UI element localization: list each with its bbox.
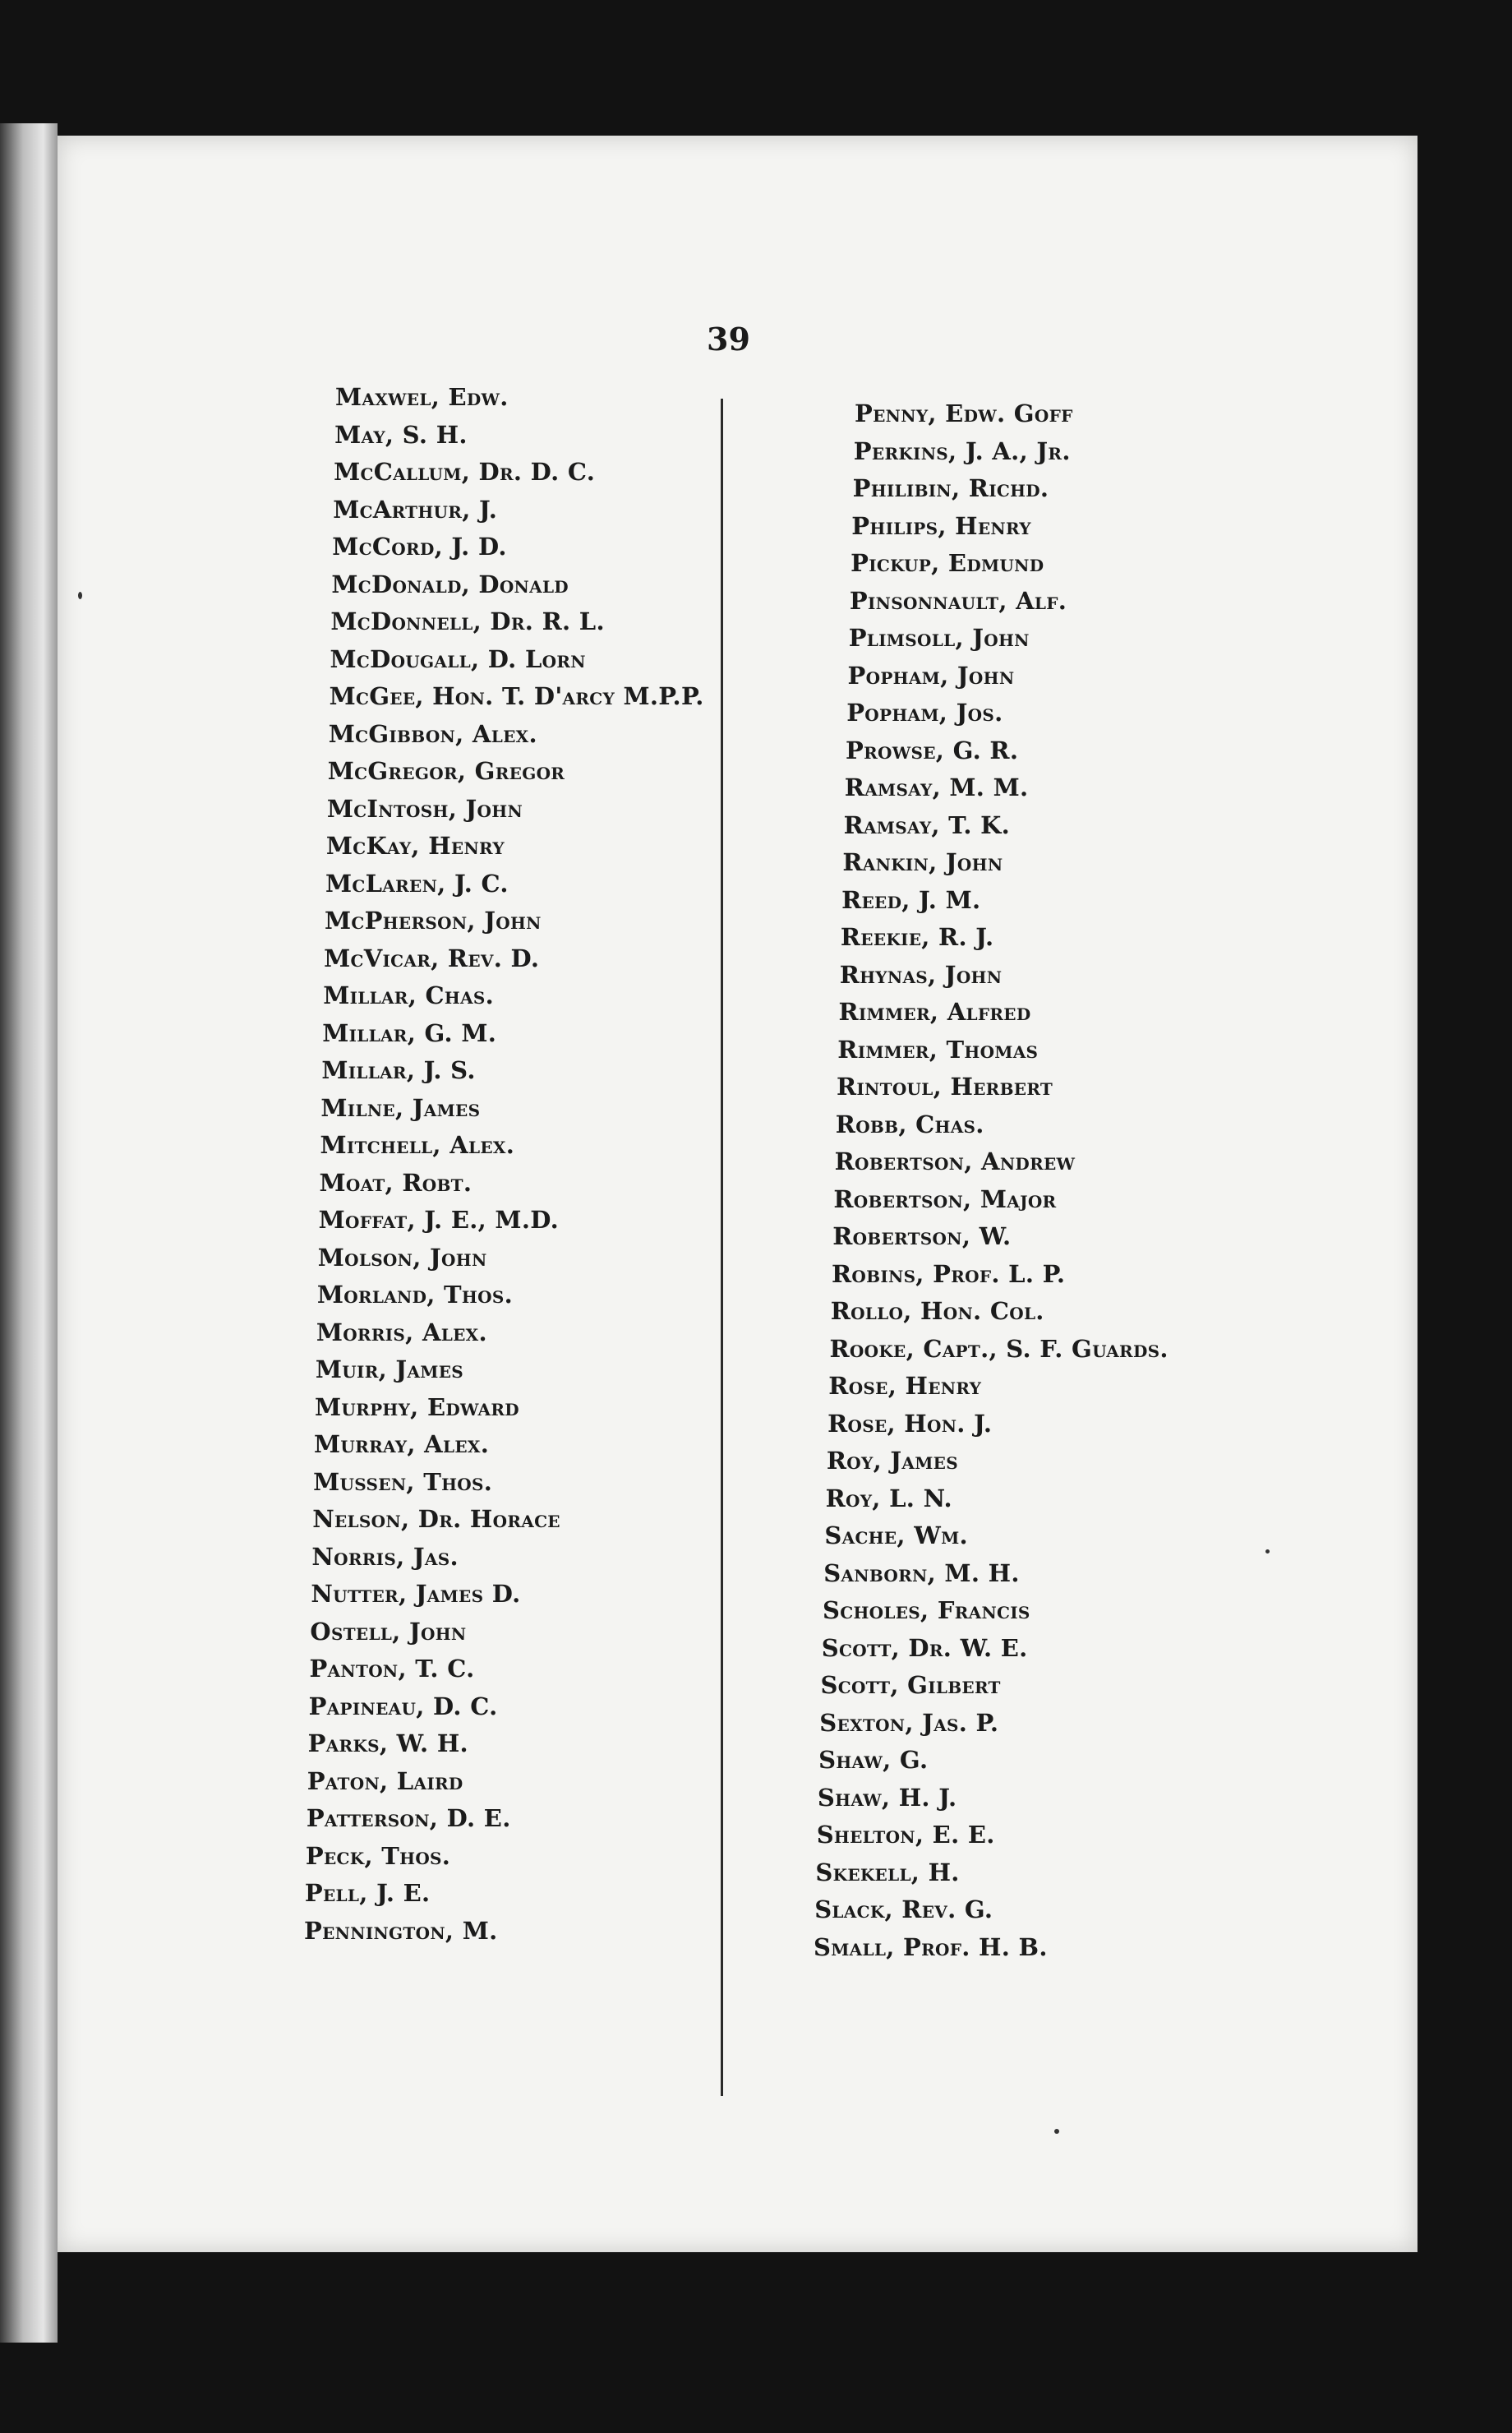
name-entry: Sexton, Jas. P. (819, 1708, 999, 1737)
name-entry: McCord, J. D. (332, 533, 507, 561)
name-entry: Ramsay, T. K. (843, 810, 1011, 839)
name-entry: Plimsoll, John (848, 624, 1030, 652)
name-entry: McDonnell, Dr. R. L. (330, 607, 605, 635)
name-entry: Rimmer, Thomas (837, 1035, 1039, 1064)
name-entry: Maxwel, Edw. (335, 383, 509, 411)
name-entry: McDonald, Donald (331, 570, 569, 598)
name-entry: Millar, Chas. (323, 981, 495, 1009)
print-speck (1265, 1549, 1270, 1554)
name-entry: Robins, Prof. L. P. (832, 1259, 1066, 1288)
name-entry: McGregor, Gregor (327, 757, 565, 785)
name-entry: Murphy, Edward (315, 1392, 519, 1421)
name-entry: Pell, J. E. (304, 1879, 431, 1907)
name-entry: Rankin, John (842, 848, 1003, 876)
name-entry: McDougall, D. Lorn (330, 644, 586, 673)
name-entry: Philips, Henry (851, 511, 1031, 540)
name-entry: Scott, Gilbert (820, 1671, 1001, 1699)
name-entry: McKay, Henry (325, 832, 505, 860)
name-entry: Reekie, R. J. (840, 923, 994, 951)
name-entry: Philibin, Richd. (852, 474, 1049, 502)
name-entry: Rose, Hon. J. (827, 1409, 993, 1438)
name-entry: Shelton, E. E. (816, 1821, 995, 1849)
name-entry: Nutter, James D. (311, 1580, 521, 1608)
name-entry: Robertson, W. (832, 1222, 1012, 1250)
name-entry: Ostell, John (310, 1617, 467, 1646)
name-entry: Shaw, G. (818, 1746, 929, 1774)
name-entry: Prowse, G. R. (846, 736, 1019, 764)
name-entry: Murray, Alex. (314, 1430, 490, 1458)
name-entry: Sache, Wm. (824, 1521, 968, 1549)
right-name-column (756, 399, 1233, 2133)
name-entry: Mussen, Thos. (313, 1467, 493, 1496)
name-entry: Ramsay, M. M. (844, 773, 1029, 801)
name-entry: Perkins, J. A., Jr. (853, 436, 1071, 465)
name-entry: Moat, Robt. (319, 1168, 472, 1197)
name-entry: McPherson, John (325, 907, 542, 935)
print-speck (78, 592, 82, 599)
name-entry: Rhynas, John (839, 960, 1003, 989)
name-entry: Penny, Edw. Goff (855, 399, 1073, 427)
name-entry: Papineau, D. C. (308, 1692, 498, 1720)
name-entry: Millar, G. M. (322, 1018, 497, 1047)
facing-page-edge (0, 123, 58, 2343)
name-entry: Robertson, Major (833, 1184, 1057, 1213)
name-entry: Molson, John (317, 1243, 487, 1272)
page-sheet (58, 136, 1418, 2252)
name-entry: Roy, James (826, 1447, 958, 1475)
print-speck (1054, 2129, 1059, 2134)
name-entry: McVicar, Rev. D. (324, 944, 540, 972)
name-entry: Skekell, H. (815, 1858, 960, 1886)
name-entry: McGee, Hon. T. D'arcy M.P.P. (329, 682, 704, 710)
name-entry: Panton, T. C. (309, 1655, 475, 1683)
name-entry: Parks, W. H. (307, 1729, 468, 1757)
name-entry: Reed, J. M. (841, 885, 981, 914)
name-entry: Morland, Thos. (316, 1281, 513, 1309)
page-number: 39 (707, 321, 750, 358)
name-entry: Rintoul, Herbert (837, 1073, 1053, 1101)
name-entry: Shaw, H. J. (817, 1783, 957, 1812)
column-divider (721, 399, 723, 2096)
name-entry: Rose, Henry (828, 1372, 982, 1400)
name-entry: Robb, Chas. (835, 1110, 984, 1138)
name-entry: Norris, Jas. (311, 1542, 459, 1571)
name-entry: Scholes, Francis (823, 1596, 1030, 1624)
name-entry: Moffat, J. E., M.D. (318, 1206, 560, 1234)
name-entry: McArthur, J. (333, 495, 498, 524)
name-entry: Popham, John (847, 661, 1015, 690)
name-entry: Rimmer, Alfred (838, 998, 1031, 1026)
name-entry: Small, Prof. H. B. (814, 1932, 1048, 1961)
name-entry: Rooke, Capt., S. F. Guards. (829, 1334, 1169, 1363)
name-entry: McGibbon, Alex. (328, 719, 537, 748)
name-entry: Popham, Jos. (846, 699, 1003, 727)
name-entry: Robertson, Andrew (834, 1147, 1076, 1175)
name-entry: Rollo, Hon. Col. (830, 1297, 1044, 1325)
name-entry: Milne, James (320, 1093, 481, 1122)
name-entry: Peck, Thos. (305, 1841, 451, 1870)
name-entry: Mitchell, Alex. (320, 1131, 515, 1159)
name-entry: McIntosh, John (326, 794, 523, 823)
name-entry: Scott, Dr. W. E. (821, 1633, 1028, 1662)
name-entry: Slack, Rev. G. (814, 1895, 993, 1923)
name-entry: Patterson, D. E. (306, 1804, 511, 1832)
name-entry: McCallum, Dr. D. C. (334, 458, 596, 486)
name-entry: Pennington, M. (304, 1916, 498, 1945)
name-entry: Millar, J. S. (321, 1056, 476, 1084)
name-entry: Paton, Laird (307, 1766, 463, 1795)
name-entry: Morris, Alex. (316, 1318, 487, 1346)
name-entry: May, S. H. (334, 420, 468, 449)
name-entry: Roy, L. N. (825, 1484, 952, 1512)
name-entry: Pickup, Edmund (850, 549, 1044, 577)
name-entry: Pinsonnault, Alf. (849, 586, 1067, 615)
name-entry: Nelson, Dr. Horace (312, 1505, 560, 1533)
name-entry: Muir, James (315, 1355, 463, 1383)
left-name-column (304, 382, 789, 2117)
name-entry: Sanborn, M. H. (823, 1558, 1020, 1587)
name-entry: McLaren, J. C. (325, 869, 509, 898)
